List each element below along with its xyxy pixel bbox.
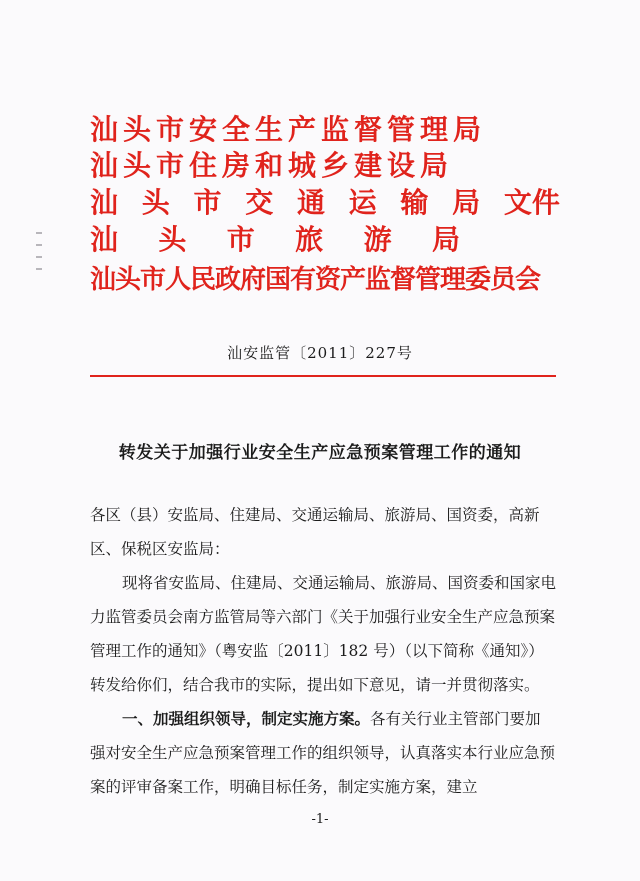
issuer-char: 市 bbox=[226, 223, 255, 256]
issuer-char: 通 bbox=[296, 186, 325, 219]
issuer-line-3 bbox=[90, 185, 560, 221]
issuer-char: 头 bbox=[158, 223, 187, 256]
issuer-char: 输 bbox=[400, 186, 429, 219]
issuer-line-1: 汕头市安全生产监督管理局 bbox=[90, 113, 487, 146]
issuer-char: 运 bbox=[348, 186, 377, 219]
issuer-char: 文件 bbox=[503, 186, 560, 219]
issuer-line-4 bbox=[90, 222, 460, 258]
issuer-char: 头 bbox=[141, 186, 170, 219]
page-number: -1- bbox=[311, 812, 329, 827]
issuer-char: 旅 bbox=[295, 223, 324, 256]
addressees: 各区（县）安监局、住建局、交通运输局、旅游局、国资委，高新区、保税区安监局： bbox=[90, 506, 540, 558]
issuer-char: 游 bbox=[363, 223, 392, 256]
issuer-line-5: 汕头市人民政府国有资产监督管理委员会 bbox=[90, 265, 541, 295]
paragraph-2 bbox=[90, 702, 556, 804]
document-title: 转发关于加强行业安全生产应急预案管理工作的通知 bbox=[118, 443, 522, 463]
paragraph-2-text: 各有关行业主管部门要加强对安全生产应急预案管理工作的组织领导，认真落实本行业应急预案的评审备案工作，明确目标任务，制定实施方案，建立 bbox=[90, 710, 556, 796]
paragraph-1 bbox=[90, 566, 556, 702]
paragraph-1-text: 现将省安监局、住建局、交通运输局、旅游局、国资委和国家电力监管委员会南方监管局等六部门《关于加强行业安全生产应急预案管理工作的通知》（粤安监〔2011〕182 号）（以下简称《通知》）转发给你们，结合我市的实际，提出如下意见，请一并贯彻落实。 bbox=[90, 574, 557, 694]
issuer-char: 汕 bbox=[90, 223, 119, 256]
issuer-char: 交 bbox=[245, 186, 274, 219]
issuer-line-2: 汕头市住房和城乡建设局 bbox=[90, 149, 454, 182]
issuer-char: 局 bbox=[431, 223, 460, 256]
binding-marks bbox=[36, 232, 48, 272]
issuer-char: 局 bbox=[452, 186, 481, 219]
issuer-char: 市 bbox=[193, 186, 222, 219]
red-separator-line bbox=[90, 375, 556, 377]
issuer-char: 汕 bbox=[90, 186, 119, 219]
document-number: 汕安监管〔2011〕227号 bbox=[227, 344, 413, 362]
section-heading: 一、加强组织领导，制定实施方案。 bbox=[122, 709, 371, 728]
